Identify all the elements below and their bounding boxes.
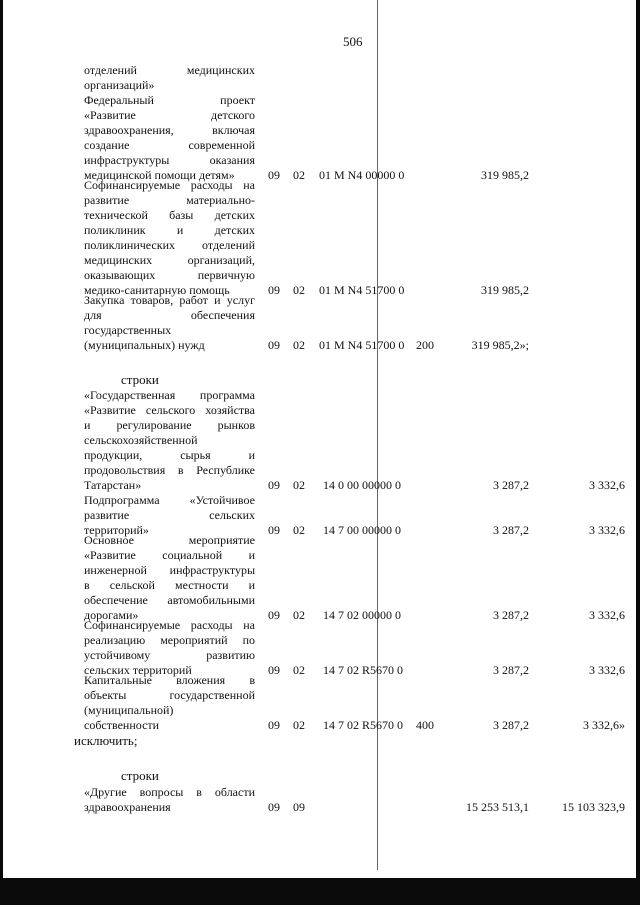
subsection-code: 02 [293,168,305,182]
text-line: продовольствия в Республике [84,463,255,477]
text-line: Софинансируемые расходы на [84,618,255,632]
text-line: Татарстан» [84,478,142,492]
section-code: 09 [268,338,280,352]
text-line: для обеспечения [84,308,255,322]
section-code: 09 [268,718,280,732]
amount-year-1: 3 287,2 [493,663,529,677]
text-line: медицинской помощи детям» [84,168,235,182]
scan-edge-right [636,0,640,878]
text-line: создание современной [84,138,255,152]
text-line: «Развитие детского [84,108,255,122]
target-item-code: 14 7 02 R5670 0 [323,663,404,677]
text-line: «Развитие сельского хозяйства [84,403,255,417]
text-line: инженерной инфраструктуры [84,563,255,577]
text-line: (муниципальной) [84,703,174,717]
section-code: 09 [268,523,280,537]
subsection-code: 02 [293,608,305,622]
table-row-text [84,93,255,183]
table-row-text [84,785,255,815]
text-line: Подпрограмма «Устойчивое [84,493,255,507]
amount-year-2: 15 103 323,9 [562,800,625,814]
text-line: продукции, сырья и [84,448,255,462]
amount-year-2: 3 332,6» [583,718,625,732]
page-number: 506 [343,34,363,49]
amount-year-1: 319 985,2»; [471,338,529,352]
text-line: дорогами» [84,608,139,622]
table-row-text [84,388,255,493]
amount-year-1: 3 287,2 [493,718,529,732]
text-line: территорий» [84,523,149,537]
table-row-text [84,533,255,623]
section-heading: строки [121,372,159,387]
table-row-text [84,63,255,93]
amount-year-1: 3 287,2 [493,523,529,537]
subsection-code: 02 [293,283,305,297]
text-line: развитие сельских [84,508,255,522]
target-item-code: 14 7 00 00000 0 [323,523,401,537]
subsection-code: 02 [293,338,305,352]
scan-edge-left [0,0,3,878]
table-row-text [84,673,255,733]
expense-type-code: 200 [416,338,434,352]
scan-fold-line [377,0,378,870]
text-line: «Развитие социальной и [84,548,255,562]
text-line: Федеральный проект [84,93,255,107]
section-code: 09 [268,608,280,622]
subsection-code: 09 [293,800,305,814]
text-line: Основное мероприятие [84,533,255,547]
amount-year-2: 3 332,6 [589,523,625,537]
target-item-code: 14 7 02 00000 0 [323,608,401,622]
subsection-code: 02 [293,523,305,537]
amount-year-1: 3 287,2 [493,608,529,622]
text-line: оказывающих первичную [84,268,255,282]
amount-year-2: 3 332,6 [589,478,625,492]
text-line: объекты государственной [84,688,255,702]
text-line: поликлиник и детских [84,223,255,237]
text-line: «Другие вопросы в области [84,785,255,799]
text-line: собственности [84,718,160,732]
text-line: сельскохозяйственной [84,433,198,447]
subsection-code: 02 [293,663,305,677]
amount-year-2: 3 332,6 [589,663,625,677]
text-line: Закупка товаров, работ и услуг [84,293,255,307]
section-code: 09 [268,663,280,677]
section-heading: строки [121,768,159,783]
target-item-code: 14 7 02 R5670 0 [323,718,404,732]
target-item-code: 01 М N4 00000 0 [319,168,405,182]
section-code: 09 [268,800,280,814]
amount-year-1: 15 253 513,1 [466,800,529,814]
text-line: в сельской местности и [84,578,255,592]
amount-year-1: 319 985,2 [481,283,529,297]
section-code: 09 [268,283,280,297]
section-code: 09 [268,168,280,182]
text-line: обеспечение автомобильными [84,593,255,607]
amount-year-1: 319 985,2 [481,168,529,182]
expense-type-code: 400 [416,718,434,732]
text-line: технической базы детских [84,208,255,222]
subsection-code: 02 [293,478,305,492]
text-line: медико-санитарную помощь [84,283,230,297]
amount-year-2: 3 332,6 [589,608,625,622]
text-line: устойчивому развитию [84,648,255,662]
text-line: поликлинических отделений [84,238,255,252]
text-line: здравоохранения [84,800,171,814]
table-row-text [84,618,255,678]
text-line: организаций» [84,78,155,92]
table-row-text [84,178,255,298]
subsection-code: 02 [293,718,305,732]
text-line: Капитальные вложения в [84,673,255,687]
table-row-text [84,493,255,538]
action-exclude: исключить; [74,733,138,748]
text-line: медицинских организаций, [84,253,255,267]
table-row-text [84,293,255,353]
text-line: и регулирование рынков [84,418,255,432]
text-line: «Государственная программа [84,388,255,402]
section-code: 09 [268,478,280,492]
text-line: Софинансируемые расходы на [84,178,255,192]
target-item-code: 01 М N4 51700 0 [319,283,405,297]
target-item-code: 01 М N4 51700 0 [319,338,405,352]
text-line: государственных [84,323,172,337]
scan-edge-bottom [0,878,640,905]
text-line: отделений медицинских [84,63,255,77]
text-line: инфраструктуры оказания [84,153,255,167]
amount-year-1: 3 287,2 [493,478,529,492]
text-line: реализацию мероприятий по [84,633,255,647]
text-line: сельских территорий [84,663,192,677]
target-item-code: 14 0 00 00000 0 [323,478,401,492]
text-line: развитие материально- [84,193,255,207]
text-line: (муниципальных) нужд [84,338,205,352]
text-line: здравоохранения, включая [84,123,255,137]
